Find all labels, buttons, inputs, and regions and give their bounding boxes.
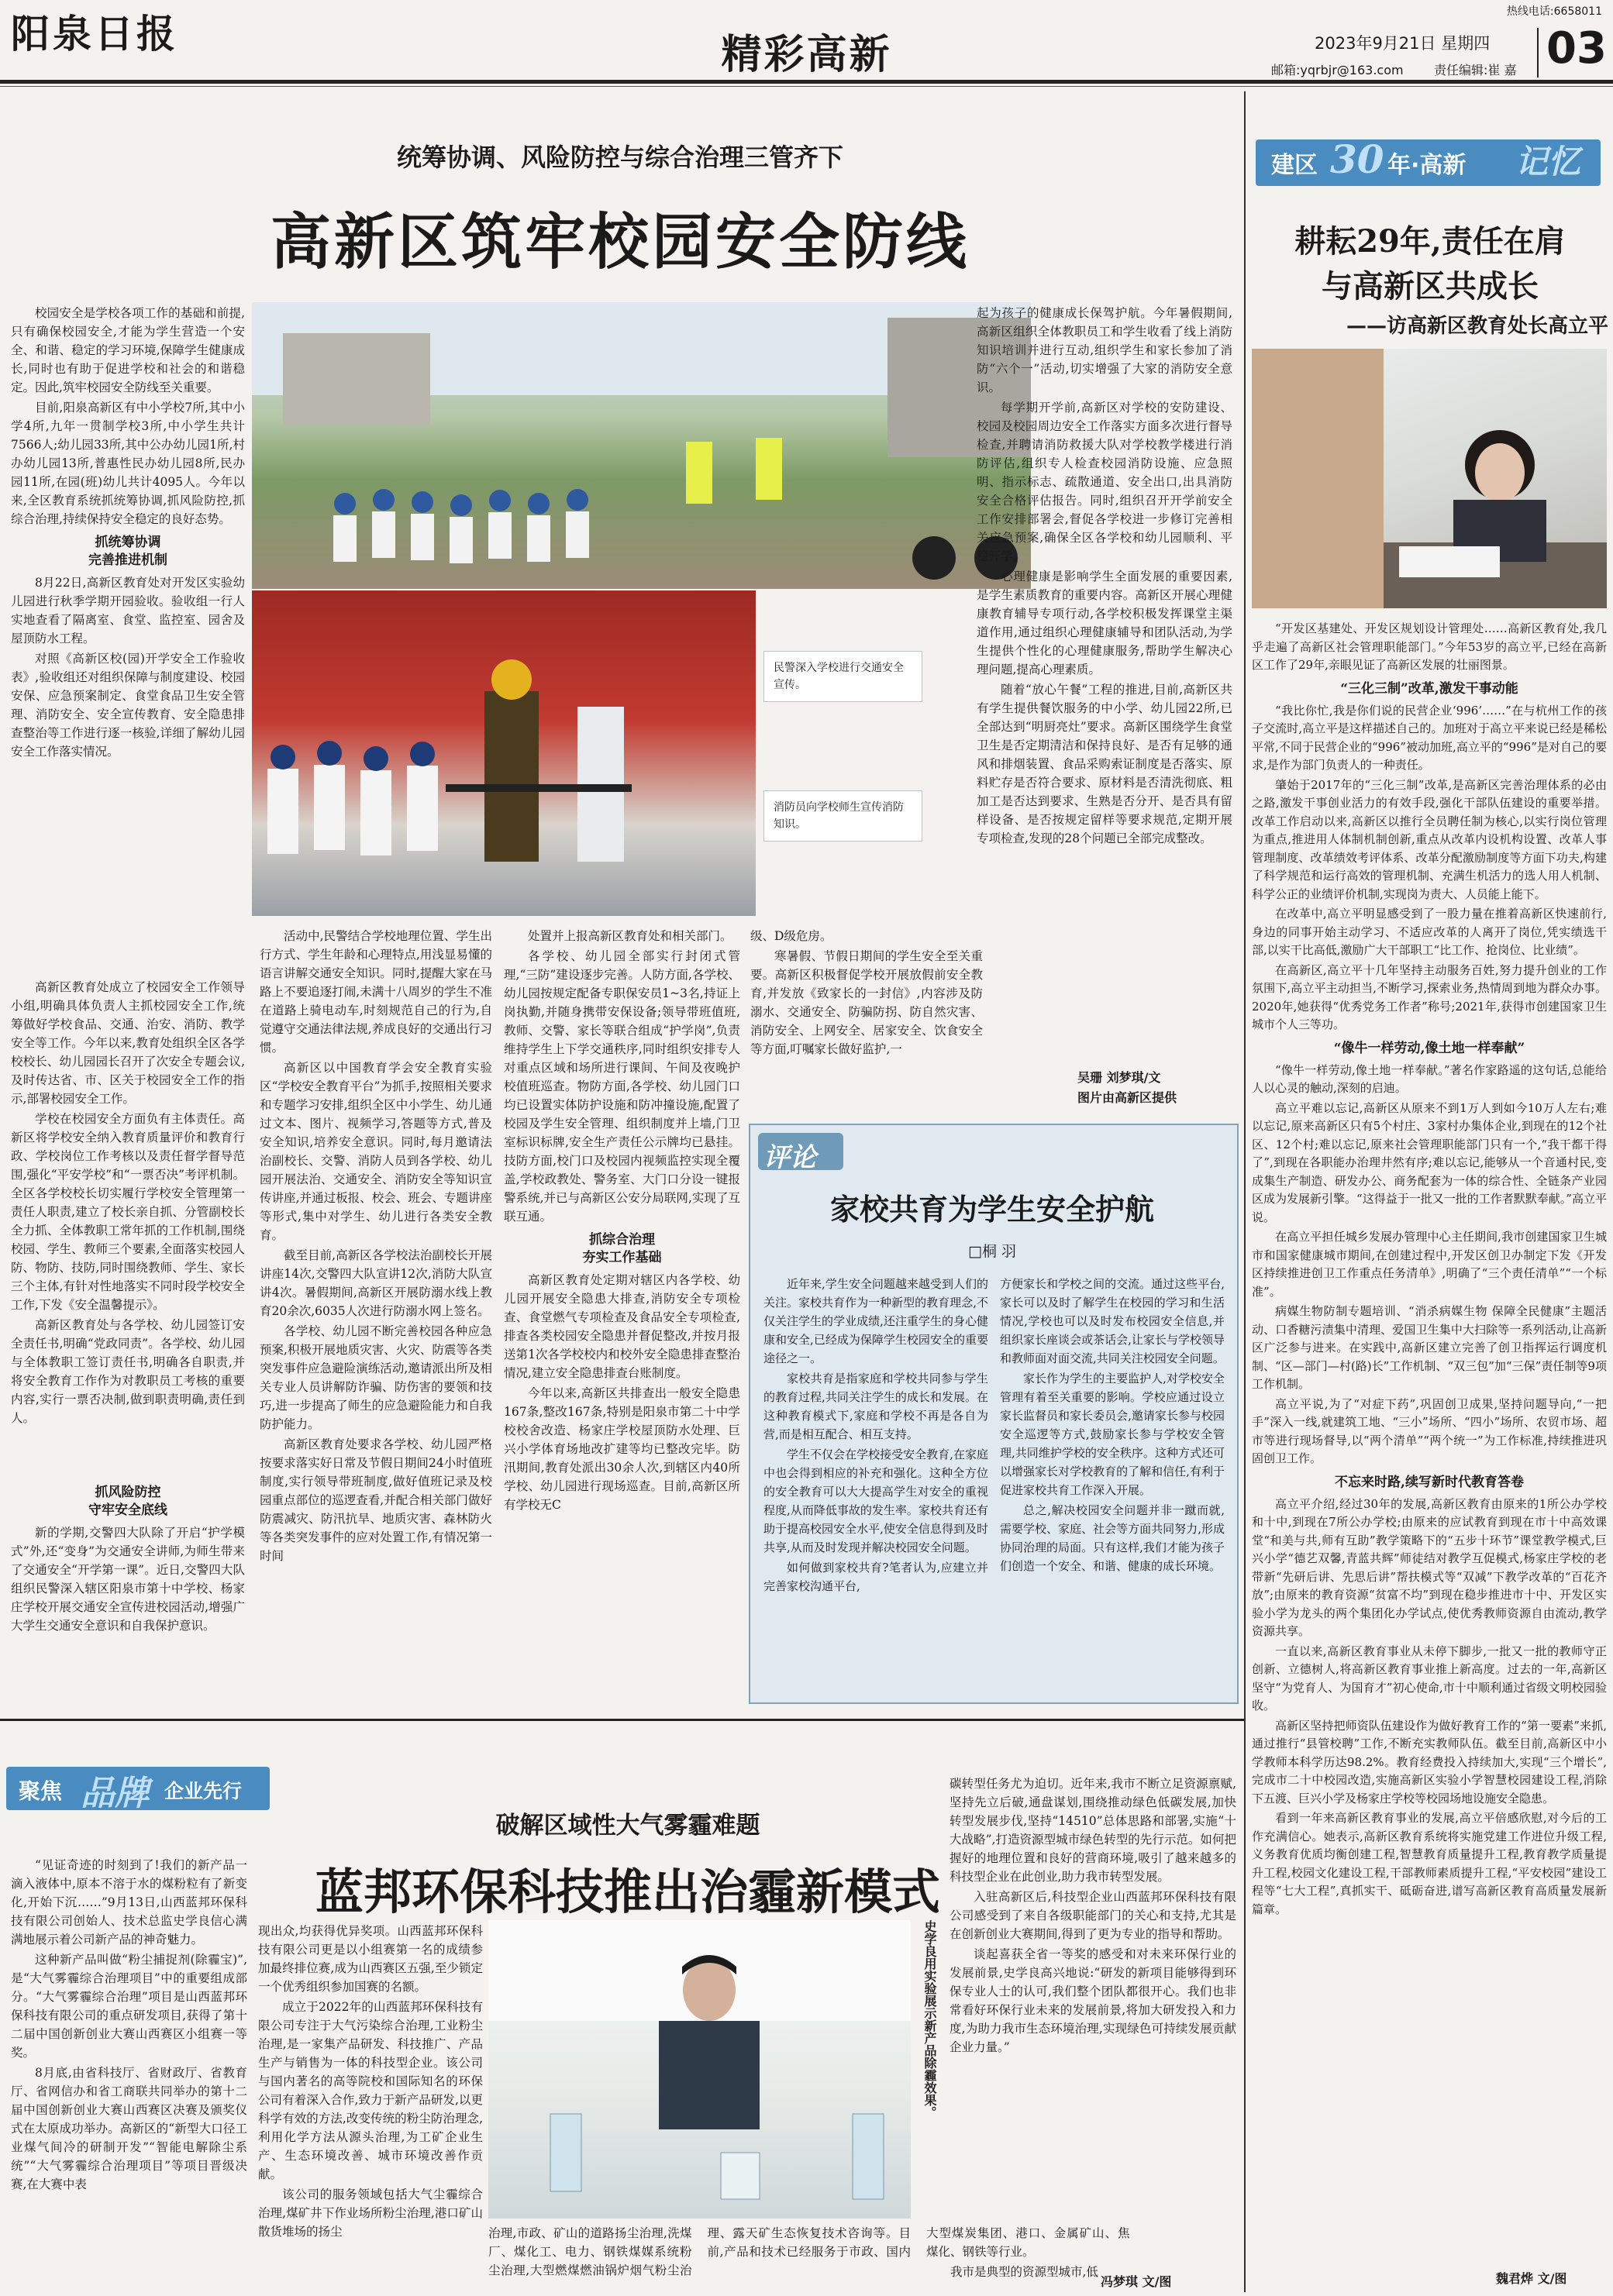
- lead-headline: 高新区筑牢校园安全防线: [270, 207, 970, 277]
- interview-intro-p1: “开发区基建处、开发区规划设计管理处……高新区教育处,我几乎走遍了高新区社会管理职能部门。”今年53岁的高立平,已经在高新区工作了29年,亲眼见证了高新区发展的壮丽图景。: [1252, 621, 1607, 672]
- traffic-safety-photo: [252, 302, 1031, 589]
- commentary-column-1: [763, 1275, 988, 1693]
- lead-c1-p4: 对照《高新区校(园)开学安全工作验收表》,验收组还对组织保障与制度建设、校园安保、应急预案制定、食堂食品卫生安全管理、消防安全、安全宣传教育、安全隐患排查整治等工作进行逐一核验,详细了解幼儿园安全工作落实情况。: [11, 652, 245, 759]
- interview-body: [1252, 620, 1607, 2263]
- photo-caption-2: 消防员向学校师生宣传消防知识。: [763, 790, 922, 842]
- commentary-label-text: 评论: [763, 1142, 816, 1173]
- interview-banner-mid: 年·高新: [1387, 152, 1467, 179]
- interview-banner-num: 30: [1330, 136, 1384, 182]
- commentary-headline: 家校共育为学生安全护航: [829, 1192, 1154, 1227]
- interview-banner-left: 建区: [1271, 152, 1318, 179]
- lead-c4-p3: 高新区教育处定期对辖区内各学校、幼儿园开展安全隐患大排查,消防安全专项检查、食堂燃气专项检查及食品安全专项检查,排查各类校园安全隐患并督促整改,并按月报送第1次各学校校内和校外安全隐患排查整治情况,建立安全隐患排查台账制度。: [504, 1273, 740, 1380]
- lead-photo-credit: 图片由高新区提供: [1077, 1090, 1177, 1105]
- interview-b3-p1: 高立平介绍,经过30年的发展,高新区教育由原来的1所公办学校和十中,到现在7所公办学校;由原来的应试教育到现在市十中高效课堂“和美与共,师有互助”教学策略下的“五步十环节”课堂教学模式,巨兴小学“德艺双馨,青蓝共辉”师徒结对教学互促模式,杨家庄学校的老带新“先研后讲、先思后讲”帮扶模式等“双减”下教学改革的“百花齐放”;由原来的教育资源“贫富不均”到现在稳步推进市十中、开发区实验小学为龙头的两个集团化办学试点,使优秀教师资源自由流动,教学资源共享。: [1252, 1496, 1607, 1638]
- lead-subhead-1: 抓统筹协调 完善推进机制: [88, 535, 167, 568]
- lead-byline: 吴珊 刘梦琪/文: [1077, 1070, 1161, 1085]
- responsible-editor: 责任编辑:崔 嘉: [1434, 63, 1517, 77]
- interview-portrait-art: [1252, 349, 1607, 608]
- masthead-rule-thin: [0, 86, 1613, 87]
- brand-experiment-art: [488, 1920, 911, 2219]
- lead-c4c-p1: 级、D级危房。: [750, 929, 832, 943]
- issue-date: 2023年9月21日 星期四: [1315, 34, 1491, 53]
- lead-c2-p1: 高新区教育处成立了校园安全工作领导小组,明确具体负责人主抓校园安全工作,统筹做好学校食品、交通、治安、消防、教学安全等工作。今年以来,教育处组织全区各学校校长、幼儿园园长召开了次安全专题会议,及时传达省、市、区关于校园安全工作的指示,部署校园安全工作。: [11, 980, 245, 1106]
- interview-subhead-2: “像牛一样劳动,像土地一样奉献”: [1333, 1040, 1525, 1056]
- lead-c5-p1: 起为孩子的健康成长保驾护航。今年暑假期间,高新区组织全体教职员工和学生收看了线上消防知识培训并进行互动,组织学生和家长参加了消防“六个一”活动,切实增强了大家的消防安全意识。: [977, 306, 1232, 394]
- lead-column-2-real-visible: [11, 978, 245, 1474]
- lead-c1-p1: 校园安全是学校各项工作的基础和前提,只有确保校园安全,才能为学生营造一个安全、和谐、稳定的学习环境,保障学生健康成长,同时也有助于促进学校和社会的和谐稳定。因此,筑牢校园安全防线至关重要。: [11, 306, 245, 394]
- brand-byline: 冯梦琪 文/图: [1101, 2274, 1172, 2289]
- lead-c3-p4: 各学校、幼儿园不断完善校园各种应急预案,积极开展地质灾害、火灾、防震等各类突发事件应急避险演练活动,邀请派出所及相关专业人员讲解防诈骗、防伤害的要领和技巧,进一步提高了师生的应急避险能力和自我防护能力。: [260, 1324, 492, 1431]
- lead-c4-p4: 今年以来,高新区共排查出一般安全隐患167条,整改167条,特别是阳泉市第二十中学校校舍改造、杨家庄学校屋顶防水处理、巨兴小学体育场地改扩建等均已整改完毕。防汛期间,教育处派出30余人次,到辖区内40所学校、幼儿园进行现场巡查。目前,高新区所有学校无C: [504, 1386, 740, 1512]
- brand-c1-p1: “见证奇迹的时刻到了!我们的新产品一滴入液体中,原本不溶于水的煤粉粒有了新变化,开始下沉……”9月13日,山西蓝邦环保科技有限公司创始人、技术总监史学良信心满满地展示着公司新产品的神奇魅力。: [11, 1858, 247, 1947]
- brand-headline: 蓝邦环保科技推出治霾新模式: [315, 1864, 940, 1920]
- lead-c5-p3: 心理健康是影响学生全面发展的重要因素,是学生素质教育的重要内容。高新区开展心理健康教育辅导专项行动,各学校积极发挥课堂主渠道作用,通过组织心理健康辅导和团队活动,为学生提供个性化的心理健康服务,帮助学生解决心理问题,提高心理素质。: [977, 570, 1232, 676]
- fire-safety-photo: [252, 590, 756, 916]
- lead-column-2b-risk: [11, 1478, 245, 1711]
- interview-divider: [1244, 91, 1246, 2292]
- lead-c4c-p2: 寒暑假、节假日期间的学生安全至关重要。高新区积极督促学校开展放假前安全教育,并发放《致家长的一封信》,内容涉及防溺水、交通安全、防骗防拐、防自然灾害、消防安全、上网安全、居家安全、饮食安全等方面,叮嘱家长做好监护,一: [750, 949, 983, 1056]
- interview-b1-p4: 在高新区,高立平十几年坚持主动服务百姓,努力提升创业的工作氛围下,高立平主动担当,不断学习,探索业务,热情周到地为群众办事。2020年,她获得“优秀党务工作者”称号;2021年,获得市创建国家卫生城市个人三等功。: [1252, 962, 1607, 1031]
- brand-column-1: [11, 1856, 247, 2290]
- lead-c2-p4: 新的学期,交警四大队除了开启“护学模式”外,还“变身”为交通安全讲师,为师生带来了交通安全“开学第一课”。近日,交警四大队组织民警深入辖区阳泉市第十中学校、杨家庄学校开展交通安全宣传进校园活动,增强广大学生交通安全意识和自我保护意识。: [11, 1526, 245, 1633]
- interview-b3-p3: 高新区坚持把师资队伍建设作为做好教育工作的“第一要素”来抓,通过推行“县管校聘”工作,不断充实教师队伍。截至目前,高新区中小学教师本科学历达98.2%。教育经费投入持续加大,实现“三个增长”,完成市二十中校园改造,实施高新区实验小学智慧校园建设工程,消除下五渡、巨兴小学及杨家庄学校等校园场地设施安全隐患。: [1252, 1718, 1607, 1805]
- brand-c1-p2: 这种新产品叫做“粉尘捕捉剂(除霾宝)”,是“大气雾霾综合治理项目”中的重要组成部分。“大气雾霾综合治理”项目是山西蓝邦环保科技有限公司的重点研发项目,获得了第十二届中国创新创业大赛山西赛区小组赛一等奖。: [11, 1953, 247, 2060]
- interview-b2-p1: “像牛一样劳动,像土地一样奉献。”著名作家路遥的这句话,总能给人以心灵的触动,深刻的启迪。: [1252, 1062, 1607, 1095]
- interview-subhead-3: 不忘来时路,续写新时代教育答卷: [1335, 1474, 1524, 1490]
- commentary-c1-p4: 如何做到家校共育?笔者认为,应建立并完善家校沟通平台,: [763, 1561, 988, 1593]
- lead-c1-p2: 目前,阳泉高新区有中小学校7所,其中小学4所,九年一贯制学校3所,中小学生共计7566人;幼儿园33所,其中公办幼儿园1所,村办幼儿园13所,普惠性民办幼儿园8所,民办园11所,在园(班)幼儿共计4095人。今年以来,全区教育系统抓统筹协调,抓风险防控,抓综合治理,持续保持安全稳定的良好态势。: [11, 401, 245, 526]
- lead-c2-p3: 高新区教育处与各学校、幼儿园签订安全责任书,明确“党政同责”。各学校、幼儿园与全体教职工签订责任书,明确各自职责,并将安全教育工作作为对教职员工考核的重要内容,实行一票否决制,做到职责明确,责任到人。: [11, 1318, 245, 1425]
- brand-c4-p1: 碳转型任务尤为迫切。近年来,我市不断立足资源禀赋,坚持先立后破,通盘谋划,围绕推动绿色低碳发展,加快转型发展步伐,坚持“14510”总体思路和部署,实施“十大战略”,打造资源型城市绿色转型的先行示范。如何把握好的地理位置和良好的营商环境,吸引了越来越多的科技型企业在此创业,助力我市转型发展。: [950, 1777, 1236, 1884]
- brand-c4-p2: 入驻高新区后,科技型企业山西蓝邦环保科技有限公司感受到了来自各级职能部门的关心和支持,尤其是在创新创业大赛期间,得到了更为专业的指导和帮助。: [950, 1890, 1236, 1941]
- photo-caption-1: 民警深入学校进行交通安全宣传。: [763, 651, 922, 702]
- lead-c5-p4: 随着“放心午餐”工程的推进,目前,高新区共有学生提供餐饮服务的中小学、幼儿园22所,已全部达到“明厨亮灶”要求。高新区围绕学生食堂卫生是否定期清洁和保持良好、是否有足够的通风和排烟装置、食品采购索证制度是否落实、原料贮存是否符合要求、原材料是否清洗彻底、粗加工是否达到要求、生熟是否分开、是否具有留样设备、是否按规定留样等要求规范,定期开展专项检查,发现的28个问题已全部完成整改。: [977, 683, 1232, 845]
- brand-kicker: 破解区域性大气雾霾难题: [495, 1812, 760, 1840]
- interview-banner-right: 记忆: [1515, 143, 1581, 181]
- interview-b2-p4: 病媒生物防制专题培训、“消杀病媒生物 保障全民健康”主题活动、口香糖污渍集中清理、爱国卫生集中大扫除等一系列活动,让高新区广泛参与进来。在实践中,高新区建立完善了创卫指挥运行调度机制、“区—部门—村(路)长”工作机制、“双三包”加“三保”责任制等9项工作机制。: [1252, 1304, 1607, 1391]
- interview-b1-p1: “我比你忙,我是你们说的民营企业‘996’……”在与杭州工作的孩子交流时,高立平是这样描述自己的。加班对于高立平来说已经是稀松平常,不同于民营企业的“996”被动加班,高立平的“996”是对自己的要求,是作为部门负责人的一种责任。: [1252, 703, 1607, 772]
- lead-column-3: [260, 927, 492, 1702]
- interview-b1-p2: 肇始于2017年的“三化三制”改革,是高新区完善治理体系的必由之路,激发干事创业活力的有效手段,强化干部队伍建设的重要举措。改革工作启动以来,高新区以推行全员聘任制为核心,以实行岗位管理为重点,推进用人体制机制创新,重点从改革内设机构设置、改革人事管理制度、改革绩效考评体系、改革分配激励制度等方面下功夫,构建了科学规范和运行高效的管理机制、充满生机活力的选人用人机制、科学公正的业绩评价机制,实现岗为责大、人员能上能下。: [1252, 777, 1607, 901]
- lead-kicker: 统筹协调、风险防控与综合治理三管齐下: [396, 143, 843, 172]
- page-number-divider: [1537, 28, 1539, 77]
- interview-subhead-1: “三化三制”改革,激发干事动能: [1340, 680, 1518, 697]
- lead-column-5: [977, 304, 1232, 1059]
- lead-c1-p3: 8月22日,高新区教育处对开发区实验幼儿园进行秋季学期开园验收。验收组一行人实地查看了隔离室、食堂、监控室、园舍及屋顶防水工程。: [11, 576, 245, 645]
- lead-c3-p2: 高新区以中国教育学会安全教育实验区“学校安全教育平台”为抓手,按照相关要求和专题学习安排,组织全区中小学生、幼儿通过文本、图片、视频学习,答题等方式,普及安全知识,培养安全意识。同时,每月邀请法治副校长、交警、消防人员到各学校、幼儿园开展法治、交通安全、消防安全等知识宣传讲座,并通过板报、校会、班会、专题讲座等形式,集中对学生、幼儿进行各类安全教育。: [260, 1061, 492, 1242]
- photo-caption-1-box: [763, 651, 922, 728]
- lead-subhead-3: 抓综合治理 夯实工作基础: [582, 1232, 662, 1265]
- interview-portrait-photo: [1252, 349, 1607, 608]
- commentary-c1-p3: 学生不仅会在学校接受安全教育,在家庭中也会得到相应的补充和强化。这种全方位的安全教育可以大大提高学生对安全的重视程度,从而降低事故的发生率。家校共育还有助于提高校园安全水平,使安全信息得到及时共享,从而及时发现并解决校园安全问题。: [763, 1447, 988, 1554]
- interview-b2-p5: 高立平说,为了“对症下药”,巩固创卫成果,坚持问题导向,“一把手”深入一线,就建筑工地、“三小”场所、“四小”场所、农贸市场、超市等进行现场督导,以“两个清单”“两个统一”为工作标准,持续推进巩固创卫工作。: [1252, 1396, 1607, 1465]
- brand-banner-right: 企业先行: [164, 1780, 243, 1802]
- brand-experiment-photo: [488, 1920, 911, 2219]
- brand-photo-caption: 史学良用实验展示新产品除霾效果。: [922, 1920, 937, 2119]
- commentary-c2-p3: 总之,解决校园安全问题并非一蹴而就,需要学校、家庭、社会等方面共同努力,形成协同治理的局面。只有这样,我们才能为孩子们创造一个安全、和谐、健康的成长环境。: [1000, 1503, 1225, 1573]
- traffic-safety-photo-art: [252, 302, 1031, 589]
- brand-c2-p2: 成立于2022年的山西蓝邦环保科技有限公司专注于大气污染综合治理,工业粉尘治理,是一家集产品研发、科技推广、产品生产与销售为一体的科技型企业。该公司与国内著名的高等院校和国际知名的环保公司有着深入合作,致力于新产品研发,以更科学有效的方法,改变传统的粉尘防治理念,利用化学方法从源头治理,为工矿企业生产、生态环境改善、城市环境改善作贡献。: [258, 2000, 483, 2181]
- editor-email: 邮箱:yqrbjr@163.com: [1271, 63, 1404, 77]
- brand-c3-p1: 治理,市政、矿山的道路扬尘治理,洗煤厂、煤化工、电力、钢铁煤媒系统粉尘治理,大型燃煤燃油锅炉烟气粉尘治理、露天矿生态恢复技术咨询等。目前,产品和技术已经服务于市政、国内大型煤炭集团、港口、金属矿山、焦煤化、钢铁等行业。: [488, 2226, 1130, 2277]
- lead-c3-p5: 高新区教育处要求各学校、幼儿园严格按要求落实好日常及节假日期间24小时值班制度,实行领导带班制度,做好值班记录及校园重点部位的巡逻查看,并配合相关部门做好防震减灾、防汛抗旱、地质灾害、森林防火等各类突发事件的应对处置工作,有情况第一时间: [260, 1437, 492, 1563]
- section-title: 精彩高新: [721, 31, 892, 78]
- lead-c3-p1: 活动中,民警结合学校地理位置、学生出行方式、学生年龄和心理特点,用浅显易懂的语言讲解交通安全知识。同时,提醒大家在马路上不要追逐打闹,未满十八周岁的学生不准在道路上骑电动车,时刻规范自己的行为,自觉遵守交通法律法规,养成良好的交通出行习惯。: [260, 929, 492, 1055]
- photo-caption-2-box: [763, 790, 922, 868]
- lead-subhead-2: 抓风险防控 守牢安全底线: [88, 1485, 167, 1518]
- brand-c3-p2: 我市是典型的资源型城市,低: [950, 2265, 1098, 2279]
- brand-column-3: [488, 2224, 1130, 2294]
- brand-column-2: [258, 1922, 483, 2290]
- commentary-c1-p2: 家校共育是指家庭和学校共同参与学生的教育过程,共同关注学生的成长和发展。在这种教育模式下,家庭和学校不再是各自为营,而是相互配合、相互支持。: [763, 1372, 988, 1441]
- brand-banner-left: 聚焦: [19, 1778, 63, 1804]
- interview-b3-p4: 看到一年来高新区教育事业的发展,高立平倍感欣慰,对今后的工作充满信心。她表示,高新区教育系统将实施党建工作进位升级工程,义务教育优质均衡创建工程,智慧教育质量提升工程,教育教学质量提升工程,校园文化建设工程,干部教师素质提升工程,“平安校园”建设工程等“七大工程”,真抓实干、砥砺奋进,谱写高新区教育高质量发展新篇章。: [1252, 1811, 1607, 1916]
- masthead-rule: [0, 80, 1613, 84]
- interview-b1-p3: 在改革中,高立平明显感受到了一股力量在推着高新区快速前行,身边的同事开始主动学习、不适应改革的人离开了岗位,凭实绩选干部,以实干比高低,激励广大干部职工“比工作、抢岗位、比业绩”。: [1252, 907, 1607, 957]
- commentary-c1-p1: 近年来,学生安全问题越来越受到人们的关注。家校共育作为一种新型的教育理念,不仅关注学生的学业成绩,还注重学生的身心健康和安全,已经成为保障学生校园安全的重要途径之一。: [763, 1277, 988, 1365]
- section-divider: [0, 1719, 1244, 1721]
- commentary-column-2: [1000, 1275, 1225, 1693]
- paper-nameplate: 阳泉日报: [11, 11, 178, 57]
- brand-c2-p3: 该公司的服务领域包括大气尘霾综合治理,煤矿井下作业场所粉尘治理,港口矿山散货堆场的扬尘: [258, 2188, 483, 2239]
- hotline: 热线电话:6658011: [1506, 5, 1602, 18]
- page-number: 03: [1546, 23, 1607, 74]
- lead-c3-p3: 截至目前,高新区各学校法治副校长开展讲座14次,交警四大队宣讲12次,消防大队宣讲4次。暑假期间,高新区开展防溺水线上教育20余次,6035人次进行防溺水网上签名。: [260, 1248, 492, 1318]
- lead-column-4: [504, 927, 740, 1702]
- lead-c4-p1: 处置并上报高新区教育处和相关部门。: [528, 929, 732, 943]
- brand-banner-mid: 品牌: [81, 1774, 149, 1813]
- lead-column-4c: [750, 927, 983, 1120]
- lead-c4-p2: 各学校、幼儿园全部实行封闭式管理,“三防”建设逐步完善。人防方面,各学校、幼儿园按规定配备专职保安员1~3名,持证上岗执勤,并随身携带安保设备;领导带班值班,教师、交警、家长等联合组成“护学岗”,负责维持学生上下学交通秩序,同时组织安排专人对重点区域和场所进行课间、午间及夜晚护校值班巡查。物防方面,各学校、幼儿园门口均已设置实体防护设施和防冲撞设施,配置了校园及学生安全管理、组织制度并上墙,门卫室标识标牌,安全生产责任公示牌均已悬挂。技防方面,校门口及校园内视频监控实现全覆盖,学校政教处、警务室、大门口分设一键报警系统,并已与高新区公安分局联网,实现了互联互通。: [504, 949, 740, 1224]
- interview-headline-1: 耕耘29年,责任在肩: [1294, 223, 1566, 260]
- fire-safety-photo-art: [252, 590, 756, 916]
- brand-c4-p3: 谈起喜获全省一等奖的感受和对未来环保行业的发展前景,史学良高兴地说:“研发的新项目能够得到环保专业人士的认可,我们整个团队都很开心。我们也非常看好环保行业未来的发展前景,将加大研发投入和力度,为助力我市生态环境治理,实现绿色可持续发展贡献企业力量。”: [950, 1947, 1236, 2054]
- interview-b2-p2: 高立平难以忘记,高新区从原来不到1万人到如今10万人左右;难以忘记,原来高新区只有5个村庄、3家村办集体企业,到现在的12个社区、12个村;难以忘记,原来社会管理职能部门只有一个,“我干都干得了”,到现在各职能办治理井然有序;难以忘记,能够从一个音通村民,变成集生产制造、研发办公、商务配套为一体的综合性、全链条产业园区成为发展新引擎。“这得益于一批又一批的工作者默默奉献。”高立平说。: [1252, 1100, 1607, 1224]
- brand-c1-p3: 8月底,由省科技厅、省财政厅、省教育厅、省网信办和省工商联共同举办的第十二届中国创新创业大赛山西赛区决赛及颁奖仪式在太原成功举办。高新区的“新型大口径工业煤气间冷的研制开发”“智能电解除尘系统”“大气雾霾综合治理项目”等项目晋级决赛,在大赛中表: [11, 2066, 247, 2191]
- brand-column-4: [950, 1774, 1236, 2267]
- interview-b3-p2: 一直以来,高新区教育事业从未停下脚步,一批又一批的教师守正创新、立德树人,将高新区教育事业推上新高度。过去的一年,高新区坚守“为党育人、为国育才”初心使命,市十中顺利通过省级文明校园验收。: [1252, 1644, 1607, 1713]
- brand-c2-p1: 现出众,均获得优异奖项。山西蓝邦环保科技有限公司更是以小组赛第一名的成绩参加最终排位赛,成为山西赛区五强,至少锁定一个优秀组织参加国赛的名额。: [258, 1924, 483, 1994]
- interview-headline-2: 与高新区共成长: [1322, 268, 1539, 305]
- interview-b2-p3: 在高立平担任城乡发展办管理中心主任期间,我市创建国家卫生城市和国家健康城市期间,在创建过程中,开发区创卫办制定下发《开发区持续推进创卫工作重点任务清单》,明确了“三个责任清单”“一个标准”。: [1252, 1230, 1607, 1299]
- interview-subhead: ——访高新区教育处长高立平: [1346, 315, 1608, 338]
- interview-byline: 魏君烨 文/图: [1496, 2271, 1567, 2286]
- lead-c2-p2: 学校在校园安全方面负有主体责任。高新区将学校安全纳入教育质量评价和教育行政、学校岗位工作考核以及责任督学督导范围,强化“平安学校”和“一票否决”考评机制。全区各学校校长切实履行学校安全管理第一责任人职责,建立了校长亲自抓、分管副校长全力抓、全体教职工常年抓的工作机制,围绕校园、学生、教师三个要素,全面落实校园人防、物防、技防,同时围绕教师、学生、家长三个主体,有针对性地落实不同时段学校安全工作,下发《安全温馨提示》。: [11, 1112, 245, 1312]
- commentary-c2-p2: 家长作为学生的主要监护人,对学校安全管理有着至关重要的影响。学校应通过设立家长监督员和家长委员会,邀请家长参与校园安全巡逻等方式,鼓励家长参与学校安全管理,共同维护学校的安全秩序。这种方式还可以增强家长对学校教育的了解和信任,有利于促进家校共育工作深入开展。: [1000, 1372, 1225, 1497]
- commentary-c2-p1: 方便家长和学校之间的交流。通过这些平台,家长可以及时了解学生在校园的学习和生活情况,学校也可以及时发布校园安全信息,并组织家长座谈会或茶话会,让家长与学校领导和教师面对面交流,共同关注校园安全问题。: [1000, 1277, 1225, 1365]
- commentary-author: □桐 羽: [968, 1243, 1016, 1260]
- lead-c5-p2: 每学期开学前,高新区对学校的安防建设、校园及校园周边安全工作落实方面多次进行督导检查,并聘请消防救援大队对学校教学楼进行消防评估,组织专人检查校园消防设施、应急照明、指示标志、疏散通道、安全出口,出具消防安全合格评估报告。同时,组织召开开学前安全工作安排部署会,督促各学校进一步修订完善相关应急预案,确保全区各学校和幼儿园顺利、平稳开学。: [977, 401, 1232, 563]
